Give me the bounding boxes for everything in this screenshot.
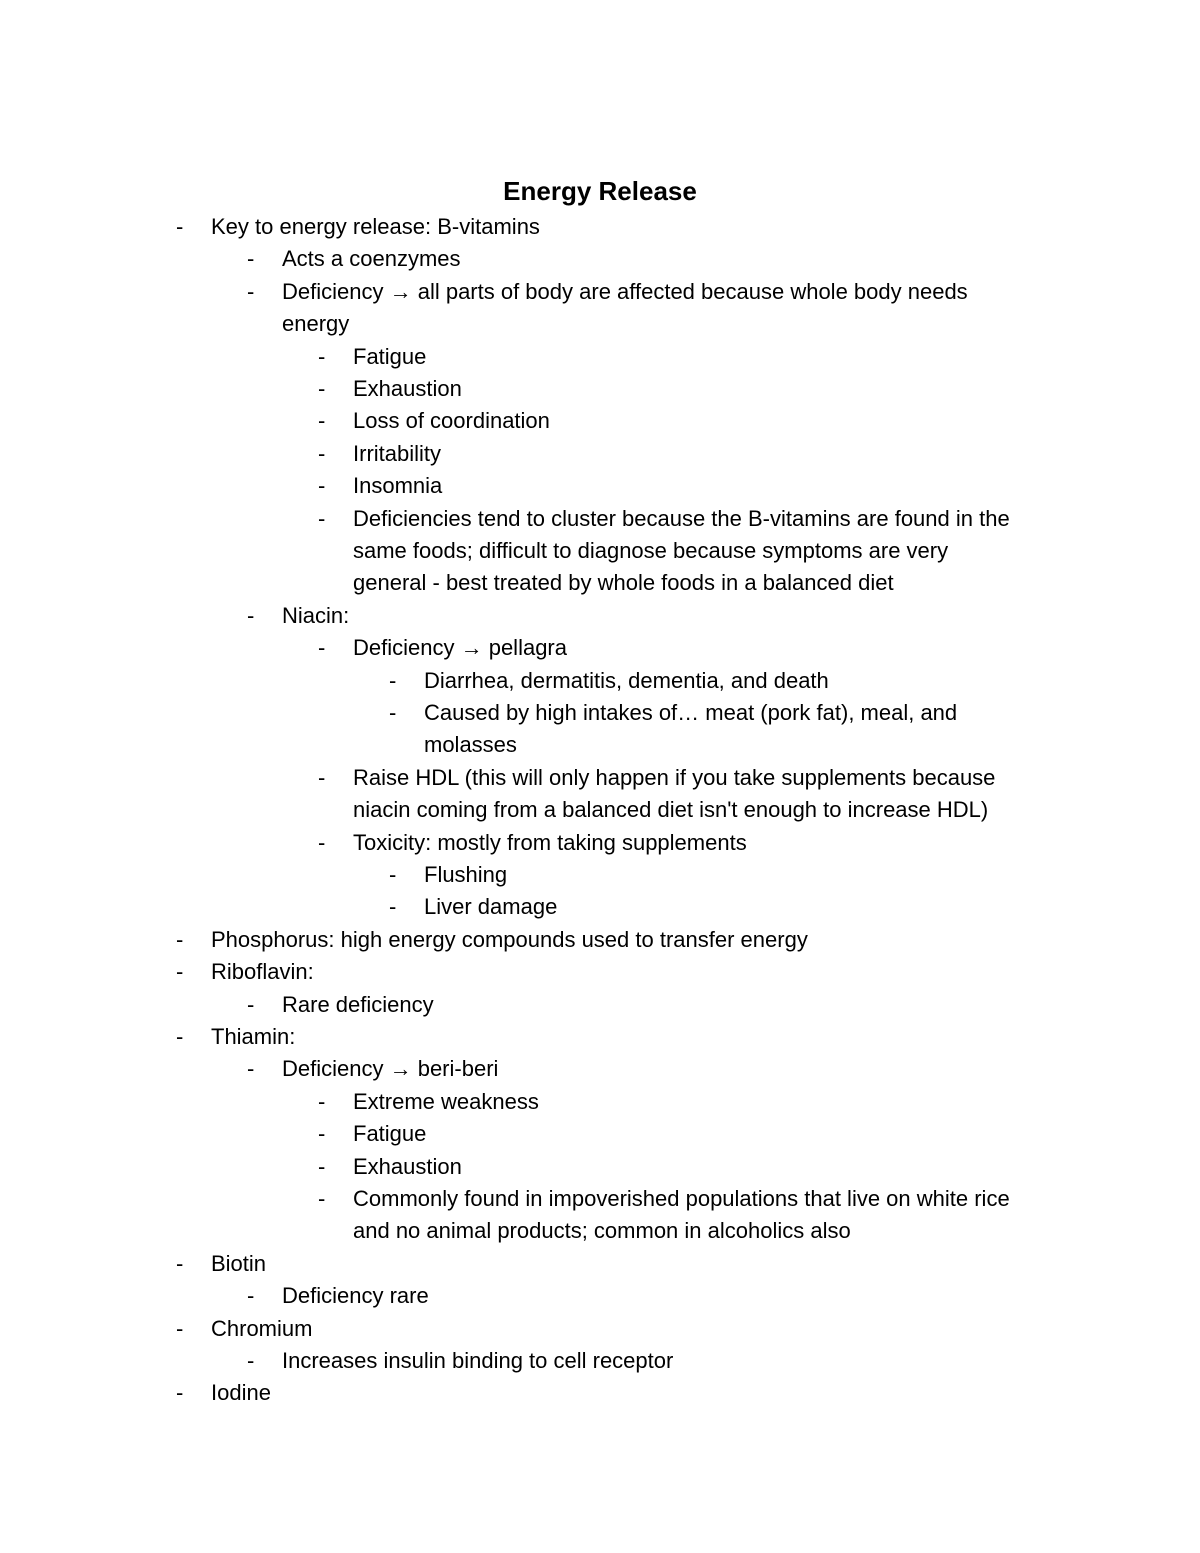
list-item-text: Biotin	[211, 1250, 267, 1276]
list-item-text: Exhaustion	[353, 376, 462, 401]
list-item-text: Deficiencies tend to cluster because the B-vitamins are found in the	[353, 505, 1010, 531]
bullet-dash: -	[318, 829, 326, 855]
page-title: Energy Release	[503, 176, 697, 206]
list-item-text: Raise HDL (this will only happen if you take supplements because	[353, 764, 996, 790]
list-item-text: Rare deficiency	[282, 991, 434, 1017]
bullet-dash: -	[176, 926, 184, 952]
bullet-dash: -	[247, 1056, 255, 1082]
bullet-dash: -	[176, 1250, 184, 1276]
bullet-dash: -	[247, 1283, 255, 1309]
list-item-text: Deficiency rare	[282, 1283, 429, 1309]
list-item-text: Liver damage	[424, 894, 558, 920]
list-item-text: Acts a coenzymes	[282, 246, 461, 272]
list-item-text: Deficiency → all parts of body are affected because whole body needs	[282, 278, 968, 304]
bullet-dash: -	[176, 1315, 184, 1341]
list-item-text: niacin coming from a balanced diet isn't enough to increase HDL)	[353, 797, 989, 823]
bullet-dash: -	[318, 473, 326, 499]
bullet-dash: -	[318, 1088, 326, 1114]
list-item-text: Chromium	[211, 1315, 313, 1341]
bullet-dash: -	[318, 505, 326, 531]
list-item-text: Flushing	[424, 862, 508, 887]
bullet-dash: -	[318, 440, 326, 466]
list-item-text: Irritability	[353, 440, 442, 466]
bullet-dash: -	[318, 1186, 326, 1211]
list-item-text: same foods; difficult to diagnose because symptoms are very	[353, 538, 949, 563]
bullet-dash: -	[318, 1153, 326, 1179]
list-item-text: Deficiency → pellagra	[353, 635, 567, 661]
list-item-text: Fatigue	[353, 343, 427, 369]
bullet-dash: -	[176, 1380, 184, 1406]
bullet-dash: -	[389, 894, 397, 920]
list-item-text: Extreme weakness	[353, 1088, 539, 1114]
bullet-dash: -	[389, 862, 397, 887]
list-item-text: general - best treated by whole foods in a balanced diet	[353, 570, 894, 596]
list-item-text: molasses	[424, 732, 517, 758]
list-item-text: Caused by high intakes of… meat (pork fat), meal, and	[424, 700, 958, 725]
list-item-text: Key to energy release: B-vitamins	[211, 214, 540, 239]
list-item-text: Loss of coordination	[353, 408, 550, 434]
list-item-text: Iodine	[211, 1380, 271, 1406]
list-item-text: energy	[282, 311, 350, 337]
bullet-dash: -	[176, 959, 184, 985]
bullet-dash: -	[247, 602, 255, 628]
list-item-text: Fatigue	[353, 1121, 427, 1147]
bullet-dash: -	[318, 764, 326, 790]
list-item-text: Insomnia	[353, 473, 443, 499]
list-item-text: Thiamin:	[211, 1024, 296, 1049]
bullet-dash: -	[247, 278, 255, 304]
bullet-dash: -	[318, 635, 326, 661]
list-item-text: Niacin:	[282, 602, 350, 628]
bullet-dash: -	[318, 343, 326, 369]
bullet-dash: -	[176, 1024, 184, 1049]
list-item-text: Riboflavin:	[211, 959, 314, 985]
bullet-dash: -	[247, 246, 255, 272]
list-item-text: Increases insulin binding to cell receptor	[282, 1348, 674, 1373]
bullet-dash: -	[389, 700, 397, 725]
list-item-text: Toxicity: mostly from taking supplements	[353, 829, 747, 855]
bullet-dash: -	[247, 1348, 255, 1373]
list-item-text: and no animal products; common in alcoholics also	[353, 1218, 851, 1244]
bullet-dash: -	[176, 214, 184, 239]
bullet-dash: -	[318, 408, 326, 434]
list-item-text: Exhaustion	[353, 1153, 462, 1179]
bullet-dash: -	[318, 1121, 326, 1147]
list-item-text: Phosphorus: high energy compounds used to transfer energy	[211, 926, 808, 952]
bullet-dash: -	[318, 376, 326, 401]
bullet-dash: -	[247, 991, 255, 1017]
list-item-text: Diarrhea, dermatitis, dementia, and death	[424, 667, 829, 693]
list-item-text: Commonly found in impoverished populations that live on white rice	[353, 1186, 1010, 1211]
list-item-text: Deficiency → beri-beri	[282, 1056, 499, 1082]
bullet-dash: -	[389, 667, 397, 693]
